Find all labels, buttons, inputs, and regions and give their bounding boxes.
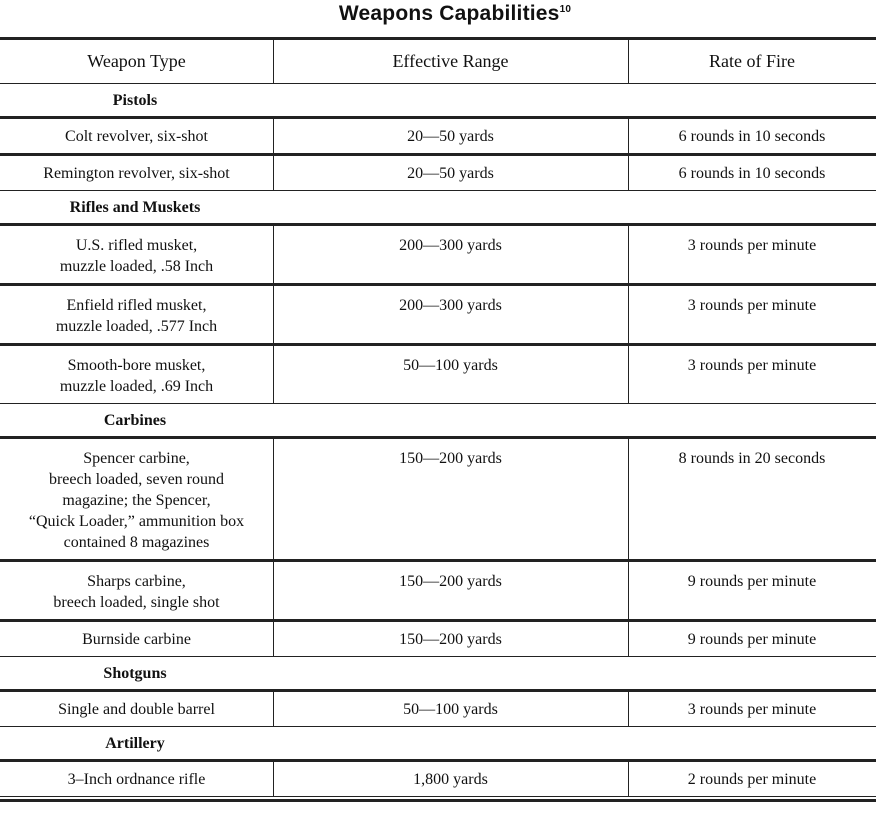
column-divider bbox=[628, 40, 629, 83]
category-label: Pistols bbox=[112, 92, 158, 109]
row-divider bbox=[0, 190, 876, 191]
cell-text: 3 rounds per minute bbox=[687, 297, 817, 314]
effective-range-cell bbox=[273, 156, 628, 190]
cell-text: 2 rounds per minute bbox=[687, 770, 817, 788]
row-divider bbox=[0, 726, 876, 727]
cell-text: contained 8 magazines bbox=[63, 534, 210, 551]
cell-text: 6 rounds in 10 seconds bbox=[678, 127, 826, 145]
cell-text: breech loaded, single shot bbox=[53, 594, 220, 611]
category-label: Carbines bbox=[103, 412, 167, 429]
column-divider bbox=[273, 622, 274, 656]
column-divider bbox=[273, 156, 274, 190]
rate-of-fire-cell bbox=[628, 762, 876, 796]
column-header bbox=[273, 40, 628, 83]
effective-range-cell bbox=[273, 439, 628, 568]
category-label: Artillery bbox=[105, 735, 165, 752]
column-divider bbox=[628, 226, 629, 283]
effective-range-cell bbox=[273, 692, 628, 726]
column-divider bbox=[628, 562, 629, 619]
effective-range-cell bbox=[273, 119, 628, 153]
column-divider bbox=[273, 562, 274, 619]
weapon-type-cell bbox=[0, 622, 273, 656]
cell-text: 3 rounds per minute bbox=[687, 237, 817, 254]
weapon-type-cell bbox=[0, 692, 273, 726]
rate-of-fire-cell bbox=[628, 622, 876, 656]
cell-text: 150—200 yards bbox=[399, 450, 502, 467]
column-divider bbox=[273, 40, 274, 83]
weapon-type-cell bbox=[0, 119, 273, 153]
cell-text: Spencer carbine, bbox=[83, 450, 190, 467]
cell-text: Weapon Type bbox=[87, 51, 186, 71]
effective-range-cell bbox=[273, 762, 628, 796]
column-header bbox=[628, 40, 876, 83]
cell-text: Colt revolver, six-shot bbox=[65, 127, 208, 145]
cell-text: 3 rounds per minute bbox=[687, 357, 817, 374]
cell-text: 150—200 yards bbox=[399, 630, 502, 648]
column-divider bbox=[273, 286, 274, 343]
weapon-type-cell bbox=[0, 156, 273, 190]
row-divider bbox=[0, 796, 876, 797]
cell-text: magazine; the Spencer, bbox=[62, 492, 211, 509]
column-divider bbox=[273, 119, 274, 153]
cell-text: U.S. rifled musket, bbox=[75, 237, 198, 254]
rate-of-fire-cell bbox=[628, 156, 876, 190]
cell-text: Effective Range bbox=[392, 51, 509, 71]
cell-text: 200—300 yards bbox=[399, 297, 502, 314]
column-header bbox=[0, 40, 273, 83]
column-divider bbox=[628, 346, 629, 403]
cell-text: 9 rounds per minute bbox=[687, 573, 817, 590]
cell-text: Smooth-bore musket, bbox=[67, 357, 206, 374]
cell-text: breech loaded, seven round bbox=[48, 471, 225, 488]
column-divider bbox=[628, 692, 629, 726]
cell-text: “Quick Loader,” ammunition box bbox=[28, 513, 245, 530]
cell-text: 20—50 yards bbox=[407, 127, 494, 145]
rate-of-fire-cell bbox=[628, 692, 876, 726]
cell-text: 3–Inch ordnance rifle bbox=[67, 770, 206, 788]
column-divider bbox=[628, 156, 629, 190]
column-divider bbox=[628, 439, 629, 559]
cell-text: 3 rounds per minute bbox=[687, 700, 817, 718]
category-label: Rifles and Muskets bbox=[69, 199, 201, 216]
cell-text: 9 rounds per minute bbox=[687, 630, 817, 648]
column-divider bbox=[273, 692, 274, 726]
column-divider bbox=[273, 439, 274, 559]
column-divider bbox=[628, 119, 629, 153]
row-divider bbox=[0, 83, 876, 84]
footnote-marker: 10 bbox=[559, 4, 572, 15]
cell-text: 200—300 yards bbox=[399, 237, 502, 254]
cell-text: 6 rounds in 10 seconds bbox=[678, 164, 826, 182]
row-divider bbox=[0, 403, 876, 404]
cell-text: 1,800 yards bbox=[413, 770, 488, 788]
column-divider bbox=[628, 286, 629, 343]
rate-of-fire-cell bbox=[628, 439, 876, 568]
weapon-type-cell bbox=[0, 762, 273, 796]
cell-text: Remington revolver, six-shot bbox=[43, 164, 230, 182]
row-divider bbox=[0, 656, 876, 657]
cell-text: Burnside carbine bbox=[82, 630, 191, 648]
column-divider bbox=[273, 226, 274, 283]
row-divider bbox=[0, 799, 876, 802]
column-divider bbox=[628, 622, 629, 656]
cell-text: Enfield rifled musket, bbox=[66, 297, 207, 314]
cell-text: 50—100 yards bbox=[403, 700, 498, 718]
cell-text: muzzle loaded, .69 Inch bbox=[59, 378, 214, 395]
cell-text: Rate of Fire bbox=[709, 51, 795, 71]
effective-range-cell bbox=[273, 622, 628, 656]
cell-text: muzzle loaded, .577 Inch bbox=[55, 318, 218, 335]
cell-text: muzzle loaded, .58 Inch bbox=[59, 258, 214, 275]
cell-text: 50—100 yards bbox=[403, 357, 498, 374]
cell-text: 20—50 yards bbox=[407, 164, 494, 182]
category-label: Shotguns bbox=[103, 665, 167, 682]
cell-text: 8 rounds in 20 seconds bbox=[678, 450, 826, 467]
column-divider bbox=[273, 762, 274, 796]
column-divider bbox=[273, 346, 274, 403]
weapon-type-cell bbox=[0, 439, 273, 568]
cell-text: Sharps carbine, bbox=[87, 573, 186, 590]
rate-of-fire-cell bbox=[628, 119, 876, 153]
cell-text: 150—200 yards bbox=[399, 573, 502, 590]
cell-text: Single and double barrel bbox=[58, 700, 215, 718]
page-title: Weapons Capabilities$^{10}$ bbox=[338, 2, 572, 25]
column-divider bbox=[628, 762, 629, 796]
